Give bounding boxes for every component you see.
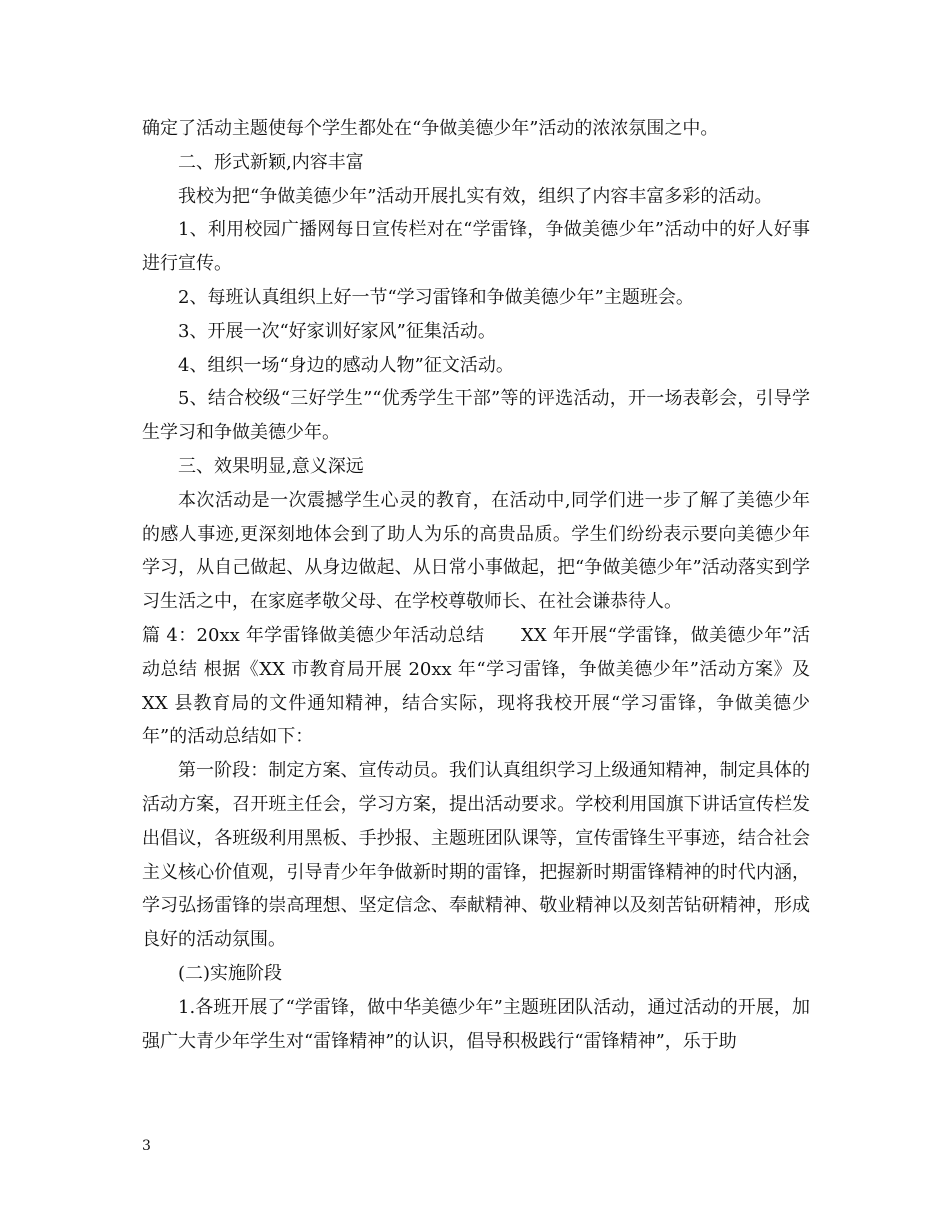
section-heading: 二、形式新颖,内容丰富	[178, 151, 364, 173]
paragraph: 第一阶段：制定方案、宣传动员。我们认真组织学习上级通知精神，制定具体的活动方案，召开班主任会，学习方案，提出活动要求。学校利用国旗下讲话宣传栏发出倡议，各班级利用黑板、手抄报、主题班团队课等，宣传雷锋生平事迹，结合社会主义核心价值观，引导青少年争做新时期的雷锋，把握新时期雷锋精神的时代内涵，学习弘扬雷锋的崇高理想、坚定信念、奉献精神、敬业精神以及刻苦钻研精神，形成良好的活动氛围。	[142, 760, 810, 951]
document-body	[142, 112, 810, 1058]
list-item: 2、每班认真组织上好一节“学习雷锋和争做美德少年”主题班会。	[178, 286, 694, 308]
page-number: 3	[142, 1138, 151, 1154]
list-item: 4、组织一场“身边的感动人物”征文活动。	[178, 354, 514, 376]
paragraph: 本次活动是一次震撼学生心灵的教育，在活动中,同学们进一步了解了美德少年的感人事迹,更深刻地体会到了助人为乐的高贵品质。学生们纷纷表示要向美德少年学习，从自己做起、从身边做起、从日常小事做起，把“争做美德少年”活动落实到学习生活之中，在家庭孝敬父母、在学校尊敬师长、在社会谦恭待人。	[142, 489, 810, 613]
article-heading-paragraph: 篇 4：20xx 年学雷锋做美德少年活动总结 XX 年开展“学雷锋，做美德少年”活动总结 根据《XX 市教育局开展 20xx 年“学习雷锋，争做美德少年”活动方案》及 XX 县教育局的文件通知精神，结合实际，现将我校开展“学习雷锋，争做美德少年”的活动总结如下：	[142, 624, 810, 748]
section-heading: (二)实施阶段	[178, 962, 283, 984]
list-item: 3、开展一次“好家训好家风”征集活动。	[178, 320, 496, 342]
list-item: 1、利用校园广播网每日宣传栏对在“学雷锋，争做美德少年”活动中的好人好事进行宣传。	[142, 219, 810, 275]
list-item: 5、结合校级“三好学生”“优秀学生干部”等的评选活动，开一场表彰会，引导学生学习和争做美德少年。	[142, 388, 810, 444]
paragraph: 确定了活动主题使每个学生都处在“争做美德少年”活动的浓浓氛围之中。	[142, 118, 719, 139]
section-heading: 三、效果明显,意义深远	[178, 455, 364, 477]
paragraph: 我校为把“争做美德少年”活动开展扎实有效，组织了内容丰富多彩的活动。	[178, 185, 773, 207]
list-item: 1.各班开展了“学雷锋，做中华美德少年”主题班团队活动，通过活动的开展，加强广大青少年学生对“雷锋精神”的认识，倡导积极践行“雷锋精神”，乐于助	[142, 996, 810, 1052]
